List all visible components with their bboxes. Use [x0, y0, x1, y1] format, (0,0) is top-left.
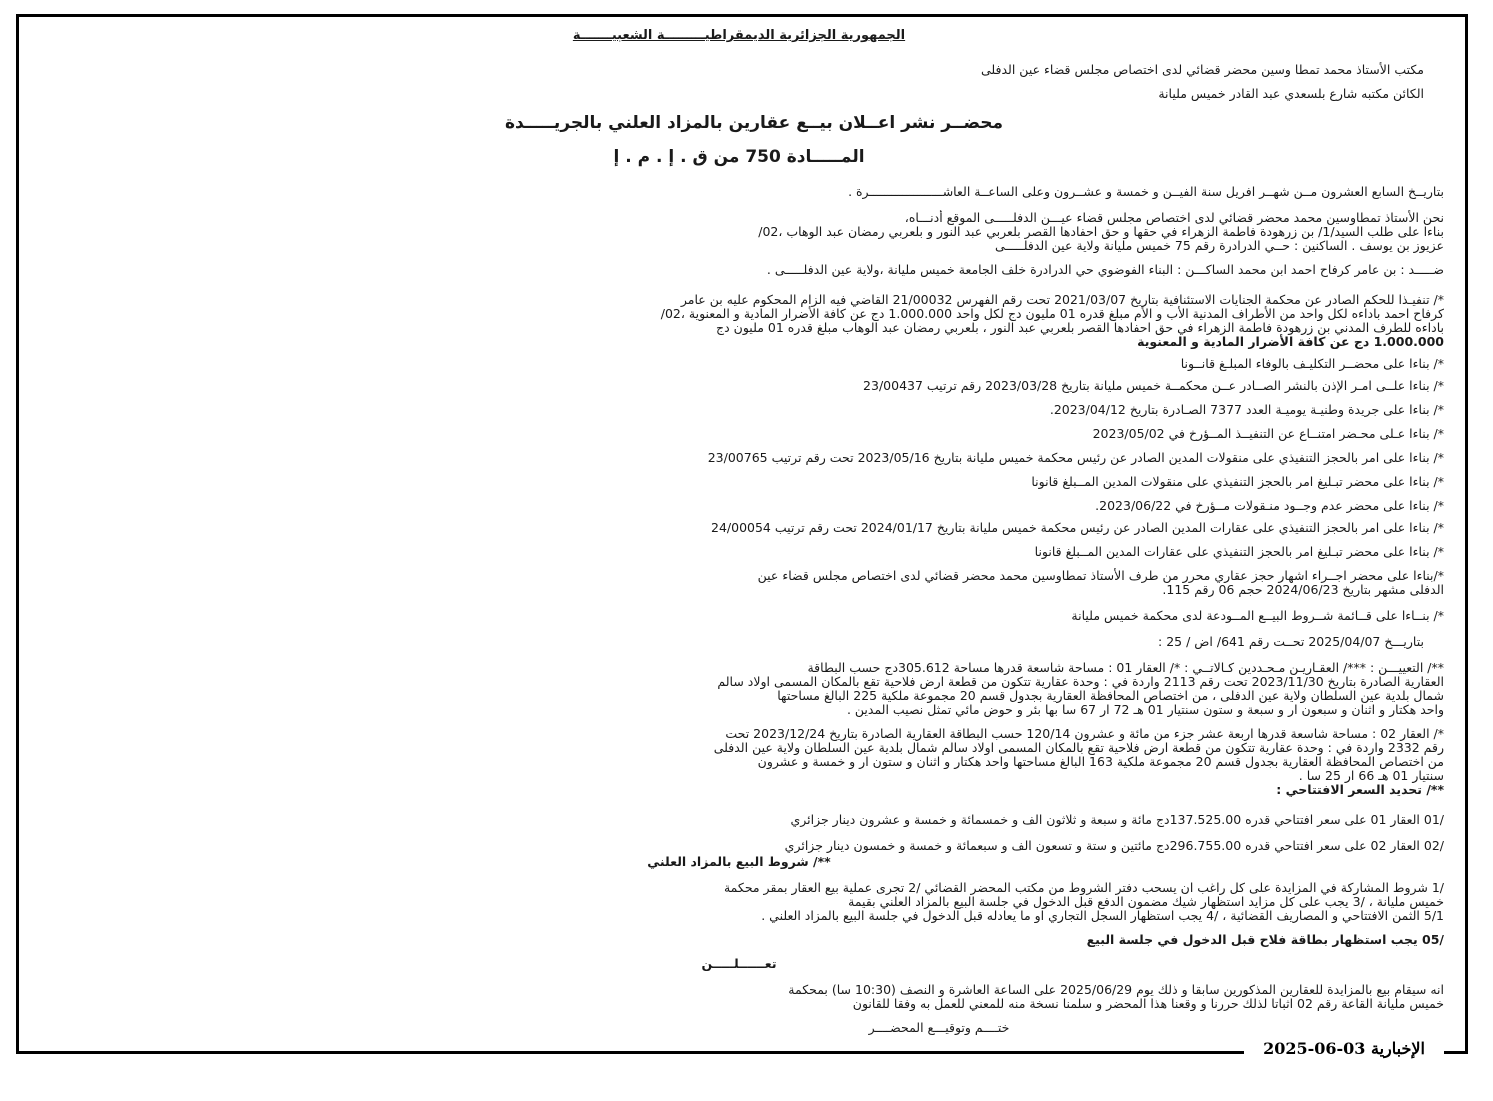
plaintiff-line: بناءا على طلب السيد/1/ بن زرهودة فاطمة الزهراء في حقها و حق احفادها القصر بلعربي عبد النور و بلعربي رمضان عبد الوهاب ،02/ — [758, 224, 1444, 239]
bailiff-identity-line: نحن الأستاذ تمطاوسين محمد محضر قضائي لدى اختصاص مجلس قضاء عيـــن الدفلـــــى الموقع أدنـــاه، — [904, 210, 1444, 225]
announce-line-1: انه سيقام بيع بالمزايدة للعقارين المذكورين سابقا و ذلك يوم 2025/06/29 على الساعة العاشرة و النصف (10:30 سا) بمحكمة — [788, 982, 1444, 997]
property-2-line-1: */ العقار 02 : مساحة شاسعة قدرها اربعة عشر جزء من مائة و عشرون 120/14 حسب البطاقة العقارية الصادرة بتاريخ 2023/12/24 تحت — [725, 726, 1444, 741]
property-1-line-1: **/ التعييـــن : ***/ العقـاريـن مـحـددين كـالاتــي : */ العقار 01 : مساحة شاسعة قدرها مساحة 305.612دج حسب البطاقة — [807, 660, 1444, 675]
execution-line-4: 1.000.000 دج عن كافة الأضرار المادية و المعنوية — [1137, 334, 1444, 349]
opening-price-heading: **/ تحديد السعر الافتتاحي : — [1276, 782, 1444, 797]
article-reference: المـــــادة 750 من ق . إ . م . إ — [613, 147, 865, 167]
conditions-line-1: */ بنــاءا على قــائمة شــروط البيــع المــودعة لدى محكمة خميس مليانة — [1071, 608, 1444, 623]
document-title: محضــر نشر اعــلان بيــع عقارين بالمزاد العلني بالجريـــــدة — [505, 113, 1003, 133]
ground-item: */ بناءا على امر بالحجز التنفيذي على عقارات المدين الصادر عن رئيس محكمة خميس مليانة بتاريخ 2024/01/17 تحت رقم ترتيب 24/00054 — [711, 520, 1444, 535]
republic-heading: الجمهورية الجزائرية الديمقراطيـــــــــة الشعبيـــــــة — [572, 28, 906, 43]
announce-line-2: خميس مليانة القاعة رقم 02 اثباتا لذلك حررنا و وقعنا هذا المحضر و سلمنا نسخة منه للمعني للعمل به وفقا للقانون — [852, 996, 1444, 1011]
ground-item: */ بناءا على امر بالحجز التنفيذي على منقولات المدين الصادر عن رئيس محكمة خميس مليانة بتاريخ 2023/05/16 تحت رقم ترتيب 23/00765 — [707, 450, 1444, 465]
newspaper-footer: الإخبارية 03-06-2025 — [1244, 1038, 1444, 1060]
property-2-line-4: سنتيار 01 هـ 66 ار 25 سا . — [1298, 768, 1444, 783]
execution-line-2: كرفاح احمد باداءه لكل واحد من الأطراف المدنية الأب و الأم مبلغ قدره 01 مليون دج لكل واحد 1.000.000 دج عن كافة الأضرار المادية و المعنوية ،02/ — [660, 306, 1444, 321]
ground-item: */ بناءا عـلى محـضر امتنــاع عن التنفيــذ المــؤرخ في 2023/05/02 — [1092, 426, 1444, 441]
terms-line-1: /1 شروط المشاركة في المزايدة على كل راغب ان يسحب دفتر الشروط من مكتب المحضر القضائي /2 تجرى عملية بيع العقار بمقر محكمة — [723, 880, 1444, 895]
property-2-line-3: من اختصاص المحافظة العقارية بجدول قسم 20 مجموعة ملكية 163 البالغ مساحتها واحد هكتار و اثنان و ستون ار و خمسة و عشرون — [757, 754, 1444, 769]
ground-item: */ بناءا على محضر تبـليغ امر بالحجز التنفيذي على عقارات المدين المــبلغ قانونا — [1034, 544, 1444, 559]
property-1-line-4: واحد هكتار و اثنان و سبعون ار و سبعة و ستون سنتيار 01 هـ 72 ار 67 سا بها بئر و حوض مائي تمثل نصيب المدين . — [846, 702, 1444, 717]
announce-heading: تعــــــلـــــن — [701, 956, 777, 971]
execution-line-1: */ تنفيـذا للحكم الصادر عن محكمة الجنايات الاستئنافية بتاريخ 2021/03/07 تحت رقم الفهرس 21/00032 القاضي فيه الزام المحكوم عليه بن عامر — [680, 292, 1444, 307]
legal-notice-document — [34, 22, 1444, 1034]
ground-item: */ بناءا على جريدة وطنيـة يوميـة العدد 7377 الصـادرة بتاريخ 2023/04/12. — [1049, 402, 1444, 417]
ground-item: */ بناءا على محضر تبـليغ امر بالحجز التنفيذي على منقولات المدين المــبلغ قانونا — [1031, 474, 1444, 489]
sale-terms-heading: **/ شروط البيع بالمزاد العلني — [647, 854, 831, 869]
bailiff-office-line: مكتب الأستاذ محمد تمطا وسين محضر قضائي لدى اختصاص مجلس قضاء عين الدفلى — [980, 62, 1424, 77]
terms-line-2: خميس مليانة ، /3 يجب على كل مزايد استظهار شيك مضمون الدفع قبل الدخول في جلسة البيع بالمزاد العلني بقيمة — [848, 894, 1444, 909]
signature-line: ختــــم وتوقيـــع المحضــــر — [868, 1020, 1010, 1035]
terms-line-4: /05 يجب استظهار بطاقة فلاح قبل الدخول في جلسة البيع — [1086, 932, 1444, 947]
terms-line-3: 5/1 الثمن الافتتاحي و المصاريف القضائية ، /4 يجب استظهار السجل التجاري او ما يعادله قبل الدخول في جلسة البيع بالمزاد العلني . — [761, 908, 1444, 923]
date-line: بتاريــخ السابع العشرون مــن شهــر افريل سنة الفيــن و خمسة و عشــرون وعلى الساعــة العاشــــــــــــــــــــرة . — [848, 184, 1444, 199]
conditions-line-2: بتاريـــخ 2025/04/07 تحــت رقم 641/ اض / 25 : — [1158, 634, 1424, 649]
bailiff-address-line: الكائن مكتبه شارع بلسعدي عبد القادر خميس مليانة — [1158, 86, 1424, 101]
property-2-line-2: رقم 2332 واردة في : وحدة عقارية تتكون من قطعة ارض فلاحية تقع بالمكان المسمى اولاد سالم شمال بلدية عين السلطان ولاية عين الدفلى — [713, 740, 1444, 755]
ground-item: */ بناءا على محضــر التكليـف بالوفاء المبلـغ قانــونا — [1180, 356, 1444, 371]
property-1-line-3: شمال بلدية عين السلطان ولاية عين الدفلى ، من اختصاص المحافظة العقارية بجدول قسم 20 مجموعة ملكية 225 البالغ مساحتها — [777, 688, 1444, 703]
lot-1-price: /01 العقار 01 على سعر افتتاحي قدره 137.525.00دج مائة و سبعة و ثلاثون الف و خمسمائة و خمسة و عشرون دينار جزائري — [790, 812, 1444, 827]
execution-line-3: باداءه للطرف المدني بن زرهودة فاطمة الزهراء في حق احفادها القصر بلعربي عبد النور ، بلعربي رمضان عبد الوهاب مبلغ قدره 01 مليون دج — [716, 320, 1444, 335]
lot-2-price: /02 العقار 02 على سعر افتتاحي قدره 296.755.00دج مائتين و ستة و تسعون الف و سبعمائة و خمسة و خمسون دينار جزائري — [784, 838, 1444, 853]
property-1-line-2: العقارية الصادرة بتاريخ 2023/11/30 تحت رقم 2113 واردة في : وحدة عقارية تتكون من قطعة ارض فلاحية تقع بالمكان المسمى اولاد سالم — [717, 674, 1444, 689]
plaintiff-address-line: عزيوز بن يوسف . الساكنين : حــي الدرادرة رقم 75 خميس مليانة ولاية عين الدفلـــــى — [995, 238, 1444, 253]
ground-item: */ بناءا على محضر عدم وجــود منـقولات مــؤرخ في 2023/06/22. — [1095, 498, 1444, 513]
ground-item: */ بناءا علــى امـر الإذن بالنشر الصــادر عــن محكمــة خميس مليانة بتاريخ 2023/03/28 رقم ترتيب 23/00437 — [863, 378, 1444, 393]
defendant-line: ضـــــد : بن عامر كرفاح احمد ابن محمد الساكـــن : البناء الفوضوي حي الدرادرة خلف الجامعة خميس مليانة ،ولاية عين الدفلـــــى . — [766, 262, 1444, 277]
seizure-line-1: */بناءا على محضر اجــراء اشهار حجز عقاري محرر من طرف الأستاذ تمطاوسين محمد محضر قضائي لدى اختصاص مجلس قضاء عين — [757, 568, 1444, 583]
seizure-line-2: الدفلى مشهر بتاريخ 2024/06/23 حجم 06 رقم 115. — [1162, 582, 1444, 597]
